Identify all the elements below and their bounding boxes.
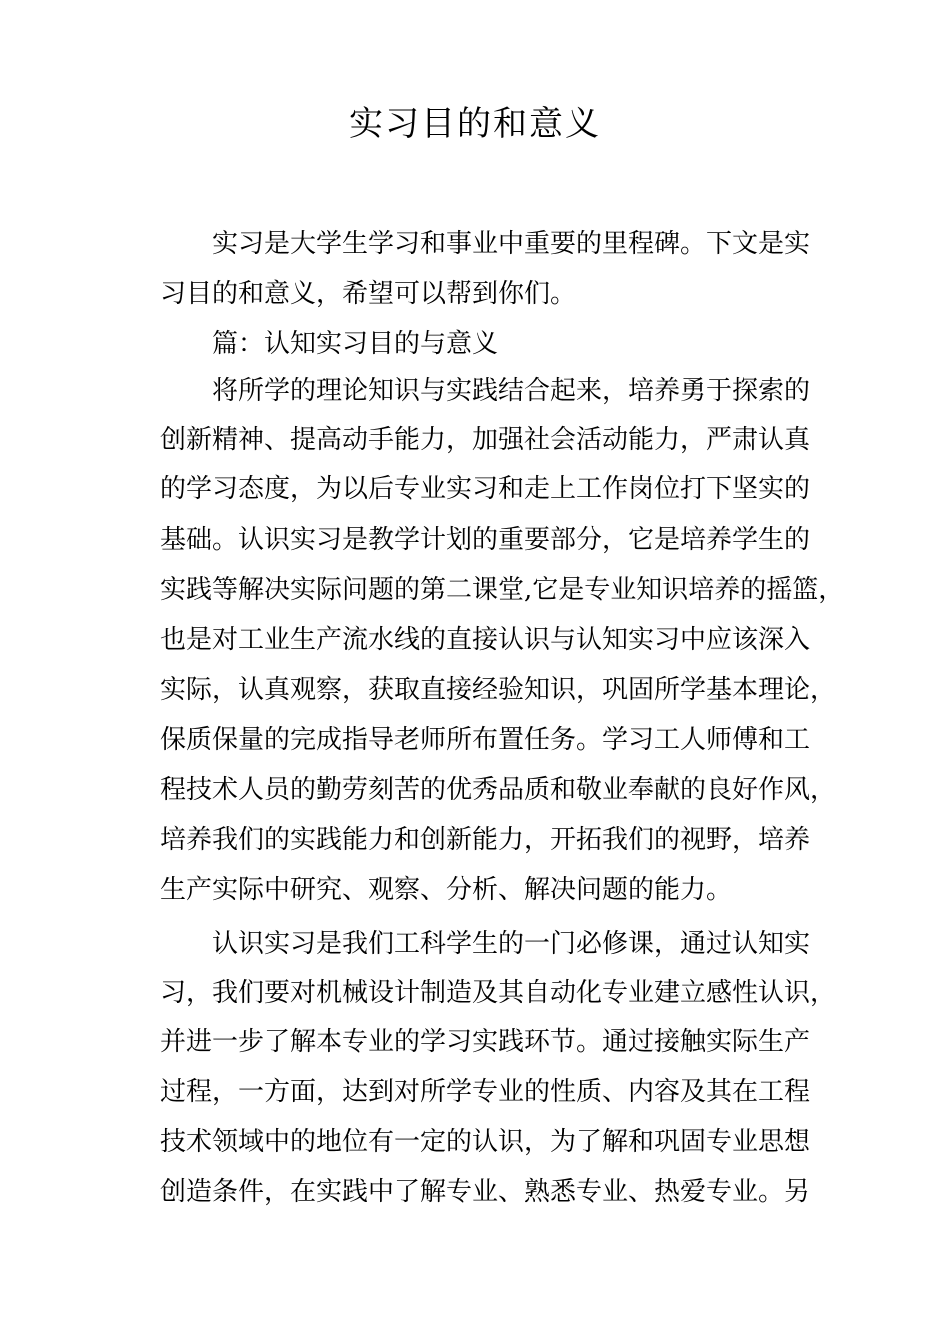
paragraph-line: 培养我们的实践能力和创新能力，开拓我们的视野，培养 xyxy=(160,825,811,855)
paragraph-line: 习，我们要对机械设计制造及其自动化专业建立感性认识， xyxy=(160,978,837,1008)
paragraph-line: 基础。认识实习是教学计划的重要部分，它是培养学生的 xyxy=(160,525,811,555)
paragraph-line: 认识实习是我们工科学生的一门必修课，通过认知实 xyxy=(212,929,811,959)
paragraph-line: 实习是大学生学习和事业中重要的里程碑。下文是实 xyxy=(212,229,811,259)
paragraph-line: 保质保量的完成指导老师所布置任务。学习工人师傅和工 xyxy=(160,725,811,755)
paragraph-line: 创造条件，在实践中了解专业、熟悉专业、热爱专业。另 xyxy=(160,1177,811,1207)
section-heading: 篇：认知实习目的与意义 xyxy=(212,329,499,359)
paragraph-line: 生产实际中研究、观察、分析、解决问题的能力。 xyxy=(160,875,733,905)
paragraph-line: 实际，认真观察，获取直接经验知识，巩固所学基本理论， xyxy=(160,675,837,705)
paragraph-line: 的学习态度，为以后专业实习和走上工作岗位打下坚实的 xyxy=(160,474,811,504)
paragraph-line: 将所学的理论知识与实践结合起来，培养勇于探索的 xyxy=(212,376,811,406)
paragraph-line: 技术领域中的地位有一定的认识，为了解和巩固专业思想 xyxy=(160,1127,811,1157)
paragraph-line: 创新精神、提高动手能力，加强社会活动能力，严肃认真 xyxy=(160,425,811,455)
paragraph-line: 实践等解决实际问题的第二课堂,它是专业知识培养的摇篮， xyxy=(160,575,845,605)
document-title: 实习目的和意义 xyxy=(349,104,601,144)
paragraph-line: 过程，一方面，达到对所学专业的性质、内容及其在工程 xyxy=(160,1077,811,1107)
paragraph-line: 程技术人员的勤劳刻苦的优秀品质和敬业奉献的良好作风， xyxy=(160,775,837,805)
paragraph-line: 习目的和意义，希望可以帮到你们。 xyxy=(160,279,577,309)
paragraph-line: 并进一步了解本专业的学习实践环节。通过接触实际生产 xyxy=(160,1027,811,1057)
paragraph-line: 也是对工业生产流水线的直接认识与认知实习中应该深入 xyxy=(160,625,811,655)
